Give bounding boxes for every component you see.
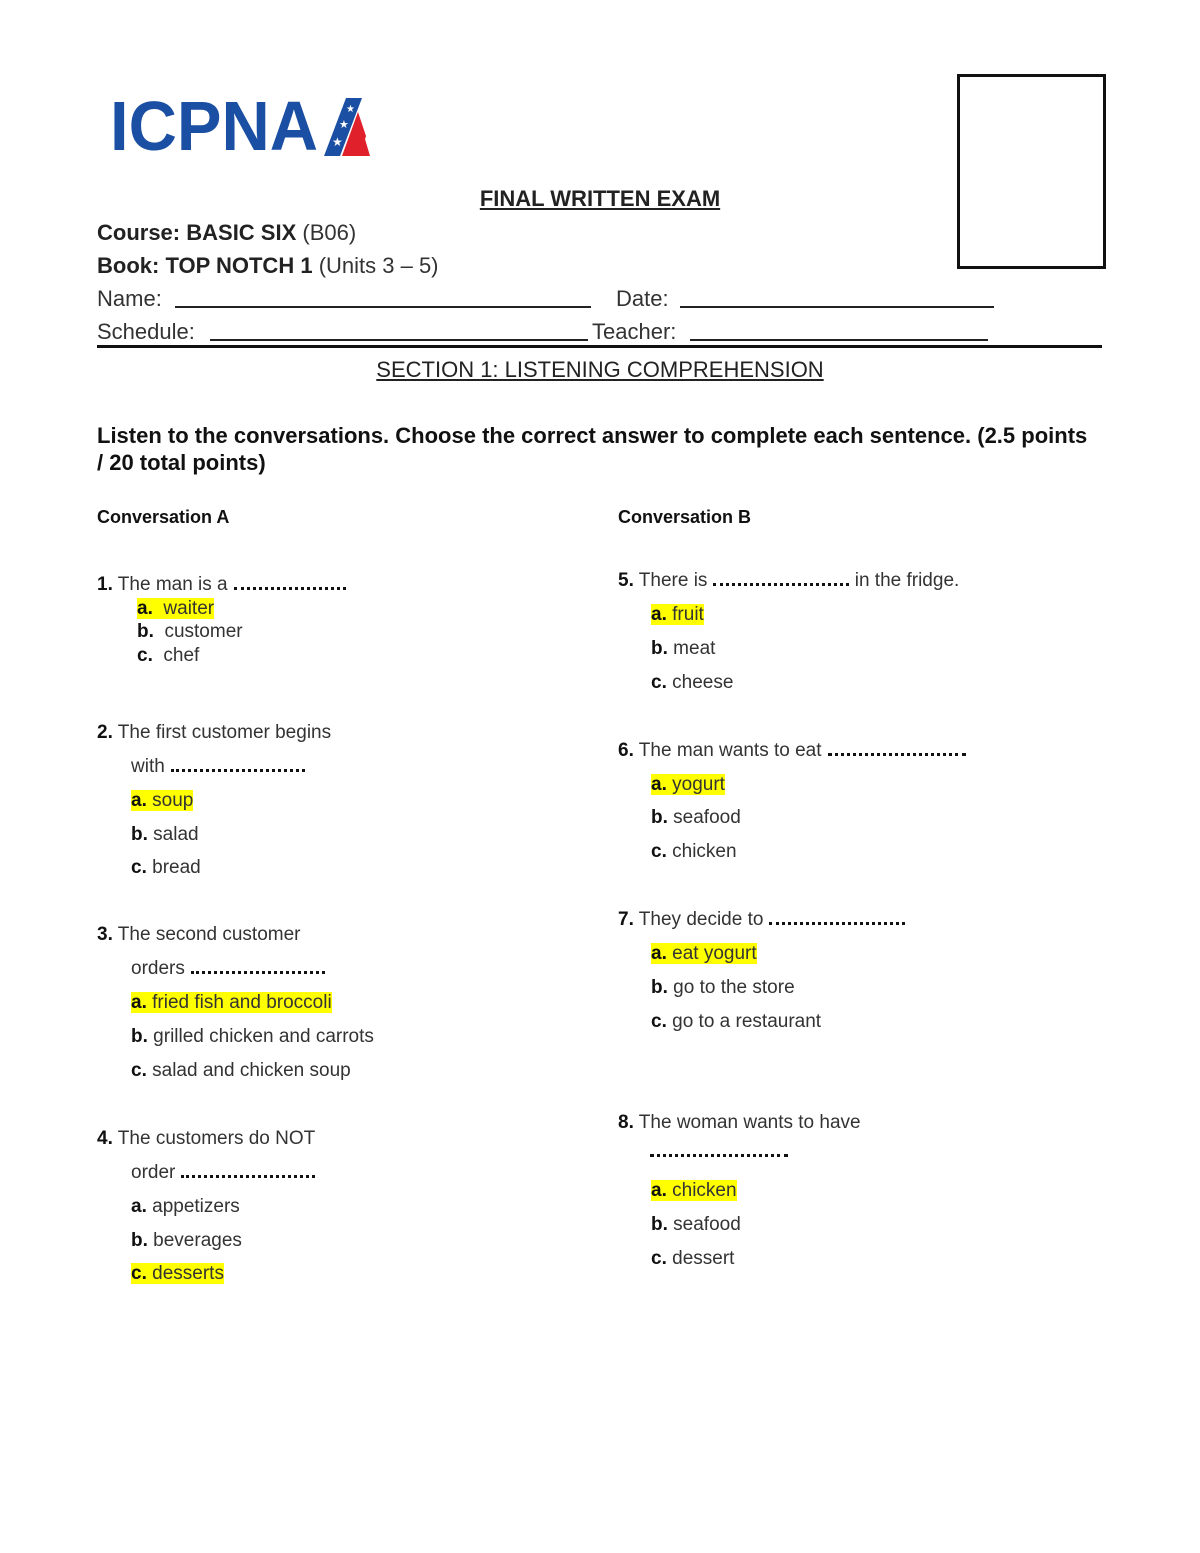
conversation-a-title: Conversation A [97, 507, 230, 527]
q7-option-b[interactable]: b. go to the store [651, 977, 795, 998]
question-3: 3. The second customer [97, 924, 301, 945]
question-7: 7. They decide to [618, 909, 905, 931]
q4-option-c[interactable]: c. desserts [131, 1263, 224, 1284]
question-8: 8. The woman wants to have [618, 1112, 861, 1133]
course-line: Course: BASIC SIX (B06) [97, 220, 357, 245]
q3-option-b[interactable]: b. grilled chicken and carrots [131, 1026, 374, 1047]
q1-option-a[interactable]: a. waiter [137, 598, 215, 619]
answer-blank [828, 743, 966, 756]
q4-option-a[interactable]: a. appetizers [131, 1196, 240, 1217]
q3-option-c[interactable]: c. salad and chicken soup [131, 1060, 351, 1081]
q6-option-a[interactable]: a. yogurt [651, 774, 725, 795]
date-label: Date: [616, 286, 669, 311]
svg-text:★: ★ [339, 119, 349, 131]
svg-text:★: ★ [332, 135, 343, 149]
schedule-label: Schedule: [97, 319, 195, 344]
question-2: 2. The first customer begins [97, 722, 332, 743]
q8-option-b[interactable]: b. seafood [651, 1214, 741, 1235]
question-4-line2: order [131, 1162, 315, 1184]
name-field[interactable] [175, 306, 591, 308]
answer-blank [181, 1165, 315, 1178]
q5-option-b[interactable]: b. meat [651, 638, 716, 659]
book-line: Book: TOP NOTCH 1 (Units 3 – 5) [97, 253, 439, 278]
q4-option-b[interactable]: b. beverages [131, 1230, 242, 1251]
q5-option-c[interactable]: c. cheese [651, 672, 734, 693]
conversation-b-title: Conversation B [618, 507, 752, 527]
instructions: Listen to the conversations. Choose the correct answer to complete each sentence. (2.5 points / 20 total points) [97, 423, 1088, 475]
q2-option-c[interactable]: c. bread [131, 857, 201, 878]
q8-option-c[interactable]: c. dessert [651, 1248, 735, 1269]
name-label: Name: [97, 286, 162, 311]
q6-option-c[interactable]: c. chicken [651, 841, 737, 862]
teacher-label: Teacher: [592, 319, 677, 344]
answer-blank [191, 961, 325, 974]
svg-text:★: ★ [346, 104, 355, 115]
question-4: 4. The customers do NOT [97, 1128, 316, 1149]
schedule-field[interactable] [210, 339, 588, 341]
answer-blank [171, 759, 305, 772]
q1-option-b[interactable]: b. customer [137, 621, 243, 642]
answer-blank [650, 1154, 788, 1157]
logo-text: ICPNA [110, 92, 318, 156]
q8-option-a[interactable]: a. chicken [651, 1180, 737, 1201]
teacher-field[interactable] [690, 339, 988, 341]
photo-box [957, 74, 1106, 269]
q6-option-b[interactable]: b. seafood [651, 807, 741, 828]
icpna-logo [110, 92, 370, 156]
answer-blank [713, 573, 849, 586]
question-6: 6. The man wants to eat [618, 740, 966, 762]
date-field[interactable] [680, 306, 994, 308]
answer-blank [234, 577, 346, 590]
question-2-line2: with [131, 756, 305, 778]
q1-option-c[interactable]: c. chef [137, 645, 200, 666]
question-5: 5. There is in the fridge. [618, 570, 960, 591]
q2-option-b[interactable]: b. salad [131, 824, 199, 845]
q7-option-a[interactable]: a. eat yogurt [651, 943, 757, 964]
header-divider [97, 345, 1102, 348]
q7-option-c[interactable]: c. go to a restaurant [651, 1011, 822, 1032]
q5-option-a[interactable]: a. fruit [651, 604, 704, 625]
q3-option-a[interactable]: a. fried fish and broccoli [131, 992, 332, 1013]
section-title: SECTION 1: LISTENING COMPREHENSION [376, 357, 824, 382]
question-3-line2: orders [131, 958, 325, 980]
question-1: 1. The man is a [97, 574, 346, 596]
q2-option-a[interactable]: a. soup [131, 790, 194, 811]
answer-blank [769, 912, 905, 925]
exam-title: FINAL WRITTEN EXAM [479, 186, 721, 211]
